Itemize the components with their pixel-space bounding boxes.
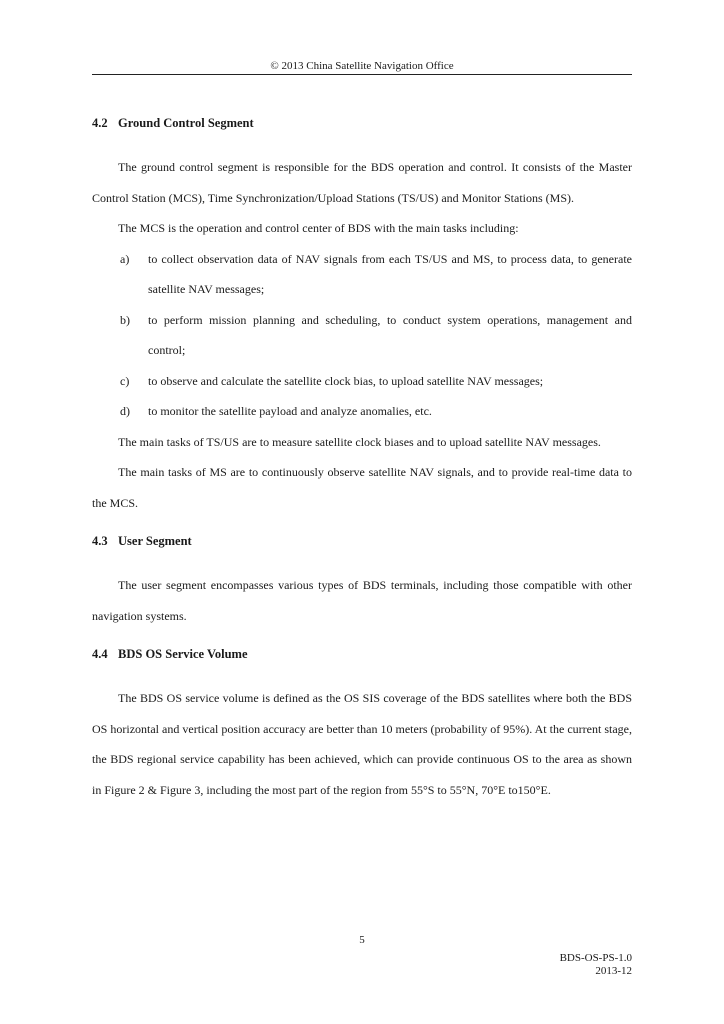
paragraph: The ground control segment is responsible for the BDS operation and control. It consists of the Master Control Station (MCS), Time Synchronization/Upload Stations (TS/US) and Monitor Stations (MS). <box>92 160 632 205</box>
list-item <box>92 396 632 427</box>
list-item-text: to monitor the satellite payload and analyze anomalies, etc. <box>148 404 432 418</box>
mcs-task-list <box>92 244 632 427</box>
section-user-segment <box>92 532 632 631</box>
page-header <box>92 60 632 72</box>
list-item-text: to perform mission planning and scheduling, to conduct system operations, management and control; <box>148 312 632 357</box>
section-heading <box>92 114 632 132</box>
section-title: Ground Control Segment <box>118 116 254 130</box>
list-marker: b) <box>120 312 130 327</box>
section-number: 4.2 <box>92 116 108 130</box>
paragraph: The main tasks of TS/US are to measure satellite clock biases and to upload satellite NAV messages. <box>118 434 601 449</box>
doc-date-text: 2013-12 <box>595 965 632 977</box>
section-service-volume <box>92 645 632 805</box>
paragraph: The BDS OS service volume is defined as the OS SIS coverage of the BDS satellites where both the BDS OS horizontal and vertical position accuracy are better than 10 meters (probability of 95%). At the current stage, the BDS regional service capability has been achieved, which can provide continuous OS to the area as shown in Figure 2 & Figure 3, including the most part of the region from 55°S to 55°N, 70°E to150°E. <box>92 691 632 797</box>
list-item <box>92 305 632 366</box>
section-heading <box>92 645 632 663</box>
paragraph: The main tasks of MS are to continuously observe satellite NAV signals, and to provide real-time data to the MCS. <box>92 465 632 510</box>
header-divider <box>92 74 632 75</box>
page-number: 5 <box>359 934 365 946</box>
doc-id-text: BDS-OS-PS-1.0 <box>559 952 632 964</box>
paragraph: The MCS is the operation and control center of BDS with the main tasks including: <box>118 221 519 235</box>
document-identifier <box>560 952 632 978</box>
list-marker: d) <box>120 404 130 418</box>
list-item <box>92 366 632 397</box>
list-item <box>92 244 632 305</box>
list-marker: a) <box>120 251 130 266</box>
paragraph: The user segment encompasses various types of BDS terminals, including those compatible with other navigation systems. <box>92 578 632 623</box>
list-item-text: to observe and calculate the satellite clock bias, to upload satellite NAV messages; <box>148 373 544 388</box>
section-title: User Segment <box>118 534 192 548</box>
section-heading <box>92 532 632 550</box>
list-item-text: to collect observation data of NAV signals from each TS/US and MS, to process data, to generate satellite NAV messages; <box>148 251 632 296</box>
document-body <box>92 100 632 805</box>
section-title: BDS OS Service Volume <box>118 647 248 661</box>
section-number: 4.3 <box>92 534 108 548</box>
list-marker: c) <box>120 373 130 388</box>
copyright-text: © 2013 China Satellite Navigation Office <box>270 60 454 72</box>
section-ground-control <box>92 114 632 518</box>
section-number: 4.4 <box>92 647 108 661</box>
